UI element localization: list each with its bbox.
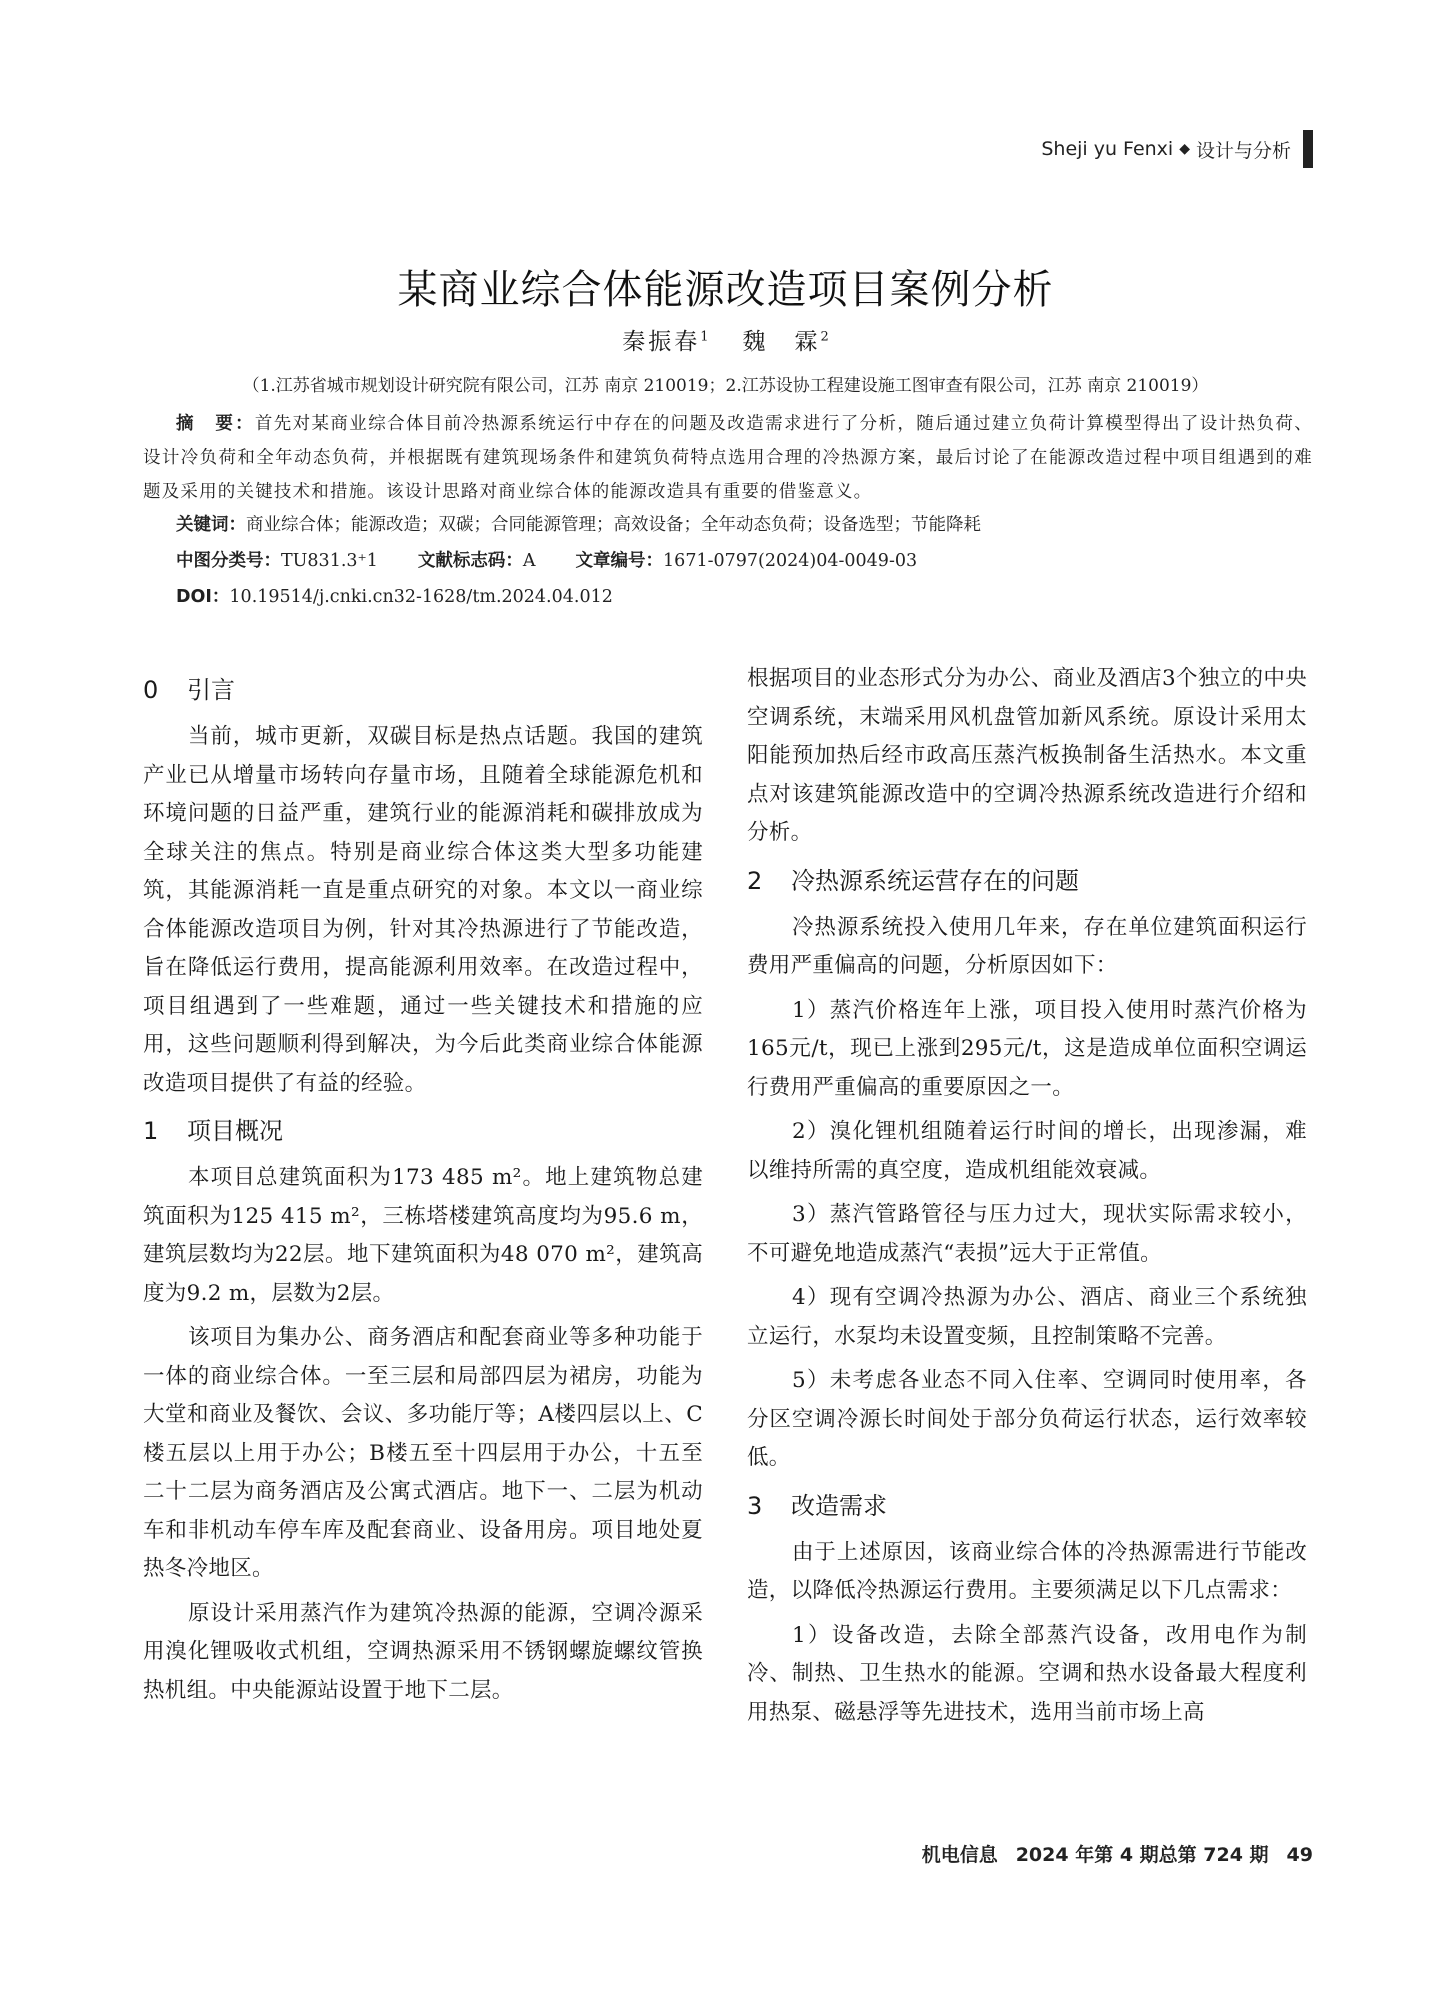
author-affil-mark: 1 <box>700 329 709 345</box>
paragraph: 1）蒸汽价格连年上涨，项目投入使用时蒸汽价格为165元/t，现已上涨到295元/t，这是造成单位面积空调运行费用严重偏高的重要原因之一。 <box>747 997 1307 1100</box>
article-no-value: 1671-0797(2024)04-0049-03 <box>663 551 918 571</box>
paragraph: 3）蒸汽管路管径与压力过大，现状实际需求较小，不可避免地造成蒸汽“表损”远大于正常值。 <box>747 1202 1307 1266</box>
author-affil-mark: 2 <box>820 329 829 345</box>
section-heading: 1 项目概况 <box>143 1117 283 1145</box>
paragraph: 当前，城市更新，双碳目标是热点话题。我国的建筑产业已从增量市场转向存量市场，且随着全球能源危机和环境问题的日益严重，建筑行业的能源消耗和碳排放成为全球关注的焦点。特别是商业综合体这类大型多功能建筑，其能源消耗一直是重点研究的对象。本文以一商业综合体能源改造项目为例，针对其冷热源进行了节能改造，旨在降低运行费用，提高能源利用效率。在改造过程中，项目组遇到了一些难题，通过一些关键技术和措施的应用，这些问题顺利得到解决，为今后此类商业综合体能源改造项目提供了有益的经验。 <box>143 724 703 1096</box>
running-head-section: 设计与分析 <box>1195 139 1291 162</box>
affiliation: （1.江苏省城市规划设计研究院有限公司，江苏 南京 210019；2.江苏设协工程建设施工图审查有限公司，江苏 南京 210019） <box>242 376 1209 396</box>
keywords-text: 商业综合体；能源改造；双碳；合同能源管理；高效设备；全年动态负荷；设备选型；节能降耗 <box>246 515 981 535</box>
section-heading: 2 冷热源系统运营存在的问题 <box>747 866 1079 895</box>
abstract <box>143 407 1313 509</box>
paragraph: 2）溴化锂机组随着运行时间的增长，出现渗漏，难以维持所需的真空度，造成机组能效衰减。 <box>747 1119 1307 1183</box>
keywords-label: 关键词： <box>176 515 246 535</box>
running-head-pinyin: Sheji yu Fenxi <box>1041 138 1174 160</box>
paragraph: 冷热源系统投入使用几年来，存在单位建筑面积运行费用严重偏高的问题，分析原因如下： <box>747 914 1307 978</box>
abstract-text: 首先对某商业综合体目前冷热源系统运行中存在的问题及改造需求进行了分析，随后通过建立负荷计算模型得出了设计热负荷、设计冷负荷和全年动态负荷，并根据既有建筑现场条件和建筑负荷特点选用合理的冷热源方案，最后讨论了在能源改造过程中项目组遇到的难题及采用的关键技术和措施。该设计思路对商业综合体的能源改造具有重要的借鉴意义。 <box>143 414 1314 502</box>
issue-info: 2024 年第 4 期总第 724 期 <box>1015 1844 1269 1866</box>
doc-code-label: 文献标志码： <box>417 551 523 571</box>
page-number: 49 <box>1286 1844 1313 1866</box>
left-column <box>143 662 703 1716</box>
authors <box>0 323 1451 356</box>
diamond-icon: ◆ <box>1179 141 1190 157</box>
paragraph: 该项目为集办公、商务酒店和配套商业等多种功能于一体的商业综合体。一至三层和局部四层为裙房，功能为大堂和商业及餐饮、会议、多功能厅等；A楼四层以上、C楼五层以上用于办公；B楼五至十四层用于办公，十五至二十二层为商务酒店及公寓式酒店。地下一、二层为机动车和非机动车停车库及配套商业、设备用房。项目地处夏热冬冷地区。 <box>143 1325 703 1581</box>
paragraph: 原设计采用蒸汽作为建筑冷热源的能源，空调冷源采用溴化锂吸收式机组，空调热源采用不锈钢螺旋螺纹管换热机组。中央能源站设置于地下二层。 <box>143 1600 703 1703</box>
paragraph: 4）现有空调冷热源为办公、酒店、商业三个系统独立运行，水泵均未设置变频，且控制策略不完善。 <box>747 1285 1307 1349</box>
journal-name: 机电信息 <box>921 1844 998 1866</box>
paragraph: 5）未考虑各业态不同入住率、空调同时使用率，各分区空调冷源长时间处于部分负荷运行状态，运行效率较低。 <box>747 1368 1307 1470</box>
running-head-bar <box>1303 130 1313 168</box>
running-head <box>1041 130 1313 168</box>
keywords <box>176 511 981 536</box>
abstract-label: 摘 要： <box>176 414 255 434</box>
article-title: 某商业综合体能源改造项目案例分析 <box>397 267 1054 313</box>
author-name: 魏 霖 <box>742 329 821 355</box>
doi-line <box>176 583 613 608</box>
section-heading: 3 改造需求 <box>747 1491 887 1520</box>
paragraph: 1）设备改造，去除全部蒸汽设备，改用电作为制冷、制热、卫生热水的能源。空调和热水设备最大程度利用热泵、磁悬浮等先进技术，选用当前市场上高 <box>747 1622 1307 1725</box>
doc-code-value: A <box>522 551 536 571</box>
paragraph: 由于上述原因，该商业综合体的冷热源需进行节能改造，以降低冷热源运行费用。主要须满足以下几点需求： <box>747 1539 1307 1603</box>
page-footer <box>922 1840 1313 1867</box>
paragraph: 本项目总建筑面积为173 485 m²。地上建筑物总建筑面积为125 415 m²，三栋塔楼建筑高度均为95.6 m，建筑层数均为22层。地下建筑面积为48 070 m²，建筑高度为9.2 m，层数为2层。 <box>143 1165 703 1306</box>
clc-value: TU831.3⁺1 <box>281 551 378 571</box>
paragraph: 根据项目的业态形式分为办公、商业及酒店3个独立的中央空调系统，末端采用风机盘管加新风系统。原设计采用太阳能预加热后经市政高压蒸汽板换制备生活热水。本文重点对该建筑能源改造中的空调冷热源系统改造进行介绍和分析。 <box>747 666 1307 845</box>
clc-label: 中图分类号： <box>176 551 281 571</box>
right-column <box>747 660 1307 1738</box>
section-heading: 0 引言 <box>143 676 235 704</box>
doi-value: 10.19514/j.cnki.cn32-1628/tm.2024.04.012 <box>229 587 613 607</box>
doi-label: DOI： <box>176 587 230 607</box>
classification-line <box>176 547 917 572</box>
article-no-label: 文章编号： <box>575 551 664 571</box>
author-name: 秦振春 <box>622 329 701 355</box>
